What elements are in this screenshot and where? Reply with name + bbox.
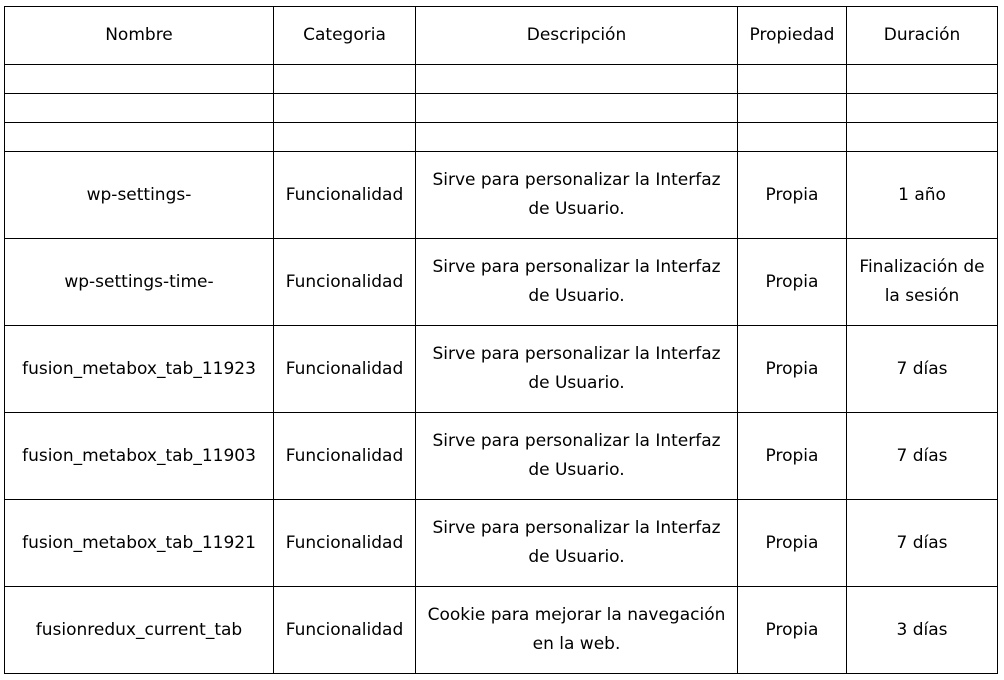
- table-row: [5, 239, 998, 326]
- empty-row: [5, 123, 998, 152]
- cell-nombre: fusion_metabox_tab_11923: [5, 326, 274, 413]
- cookie-table: [4, 6, 998, 674]
- empty-cell: [847, 65, 998, 94]
- table-row: [5, 152, 998, 239]
- empty-cell: [274, 123, 416, 152]
- empty-cell: [847, 94, 998, 123]
- empty-cell: [5, 123, 274, 152]
- header-nombre: Nombre: [5, 7, 274, 65]
- table-body: [5, 65, 998, 674]
- cell-categoria: Funcionalidad: [274, 500, 416, 587]
- cell-duracion: 1 año: [847, 152, 998, 239]
- header-duracion: Duración: [847, 7, 998, 65]
- cell-propiedad: Propia: [738, 587, 847, 674]
- cell-descripcion: Sirve para personalizar la Interfaz de Usuario.: [416, 239, 738, 326]
- table-row: [5, 500, 998, 587]
- empty-cell: [416, 65, 738, 94]
- cell-categoria: Funcionalidad: [274, 413, 416, 500]
- cell-categoria: Funcionalidad: [274, 587, 416, 674]
- empty-cell: [416, 94, 738, 123]
- table-header-row: [5, 7, 998, 65]
- header-categoria: Categoria: [274, 7, 416, 65]
- cell-descripcion: Cookie para mejorar la navegación en la web.: [416, 587, 738, 674]
- cell-duracion: 7 días: [847, 326, 998, 413]
- cell-categoria: Funcionalidad: [274, 239, 416, 326]
- empty-cell: [274, 94, 416, 123]
- cell-propiedad: Propia: [738, 152, 847, 239]
- empty-cell: [416, 123, 738, 152]
- cell-nombre: fusion_metabox_tab_11921: [5, 500, 274, 587]
- cell-descripcion: Sirve para personalizar la Interfaz de Usuario.: [416, 413, 738, 500]
- empty-row: [5, 94, 998, 123]
- empty-cell: [738, 94, 847, 123]
- table-row: [5, 326, 998, 413]
- cell-categoria: Funcionalidad: [274, 152, 416, 239]
- header-descripcion: Descripción: [416, 7, 738, 65]
- cell-propiedad: Propia: [738, 239, 847, 326]
- header-propiedad: Propiedad: [738, 7, 847, 65]
- cell-nombre: fusion_metabox_tab_11903: [5, 413, 274, 500]
- cell-descripcion: Sirve para personalizar la Interfaz de Usuario.: [416, 326, 738, 413]
- empty-cell: [5, 65, 274, 94]
- empty-cell: [738, 123, 847, 152]
- cell-descripcion: Sirve para personalizar la Interfaz de Usuario.: [416, 152, 738, 239]
- cell-duracion: Finalización de la sesión: [847, 239, 998, 326]
- cell-propiedad: Propia: [738, 326, 847, 413]
- cell-nombre: wp-settings-time-: [5, 239, 274, 326]
- cell-propiedad: Propia: [738, 413, 847, 500]
- cell-categoria: Funcionalidad: [274, 326, 416, 413]
- cell-descripcion: Sirve para personalizar la Interfaz de Usuario.: [416, 500, 738, 587]
- empty-cell: [5, 94, 274, 123]
- cell-duracion: 7 días: [847, 413, 998, 500]
- cell-propiedad: Propia: [738, 500, 847, 587]
- empty-cell: [738, 65, 847, 94]
- cookie-table-container: [4, 6, 997, 674]
- table-row: [5, 413, 998, 500]
- table-row: [5, 587, 998, 674]
- empty-cell: [274, 65, 416, 94]
- empty-row: [5, 65, 998, 94]
- cell-duracion: 7 días: [847, 500, 998, 587]
- cell-nombre: fusionredux_current_tab: [5, 587, 274, 674]
- cell-duracion: 3 días: [847, 587, 998, 674]
- cell-nombre: wp-settings-: [5, 152, 274, 239]
- empty-cell: [847, 123, 998, 152]
